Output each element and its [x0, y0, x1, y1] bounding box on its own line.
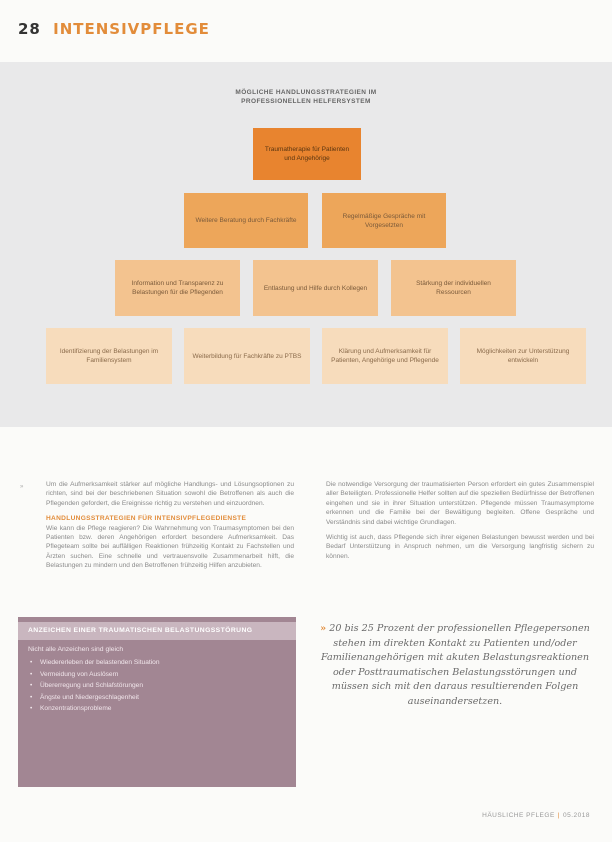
- strategy-box-level3: Entlastung und Hilfe durch Kollegen: [253, 260, 378, 316]
- quote-text: 20 bis 25 Prozent der professionellen Pflegepersonen stehen im direkten Kontakt zu Patienten und/oder Familienangehörigen mit akuten Belastungsreaktionen oder Posttraumatischen Belastungsstörungen und müssen sich mit den daraus resultierenden Folgen auseinandersetzen.: [320, 623, 590, 707]
- issue-number: 05.2018: [563, 812, 590, 819]
- margin-mark: »: [20, 484, 24, 490]
- strategy-box-level4: Weiterbildung für Fachkräfte zu PTBS: [184, 328, 310, 384]
- symptom-box-title: ANZEICHEN EINER TRAUMATISCHEN BELASTUNGSSTÖRUNG: [18, 622, 296, 640]
- strategy-box-level4: Identifizierung der Belastungen im Familiensystem: [46, 328, 172, 384]
- strategy-box-level3: Information und Transparenz zu Belastungen für die Pflegenden: [115, 260, 240, 316]
- paragraph: Wie kann die Pflege reagieren? Die Wahrnehmung von Traumasymptomen bei den Patienten bzw. deren Angehörigen erfordert besondere Aufmerksamkeit. Das Pflegeteam sollte bei auffälligen Reaktionen frühzeitig Kontakt zu Fachstellen und Ärzten suchen. Eine schnelle und vertrauensvolle Zusammenarbeit hilft, die Belastungen zu mindern und den Betroffenen frühzeitig Hilfen anzubieten.: [46, 524, 294, 570]
- page-number: 28: [18, 20, 41, 38]
- strategy-box-level4: Klärung und Aufmerksamkeit für Patienten, Angehörige und Pflegende: [322, 328, 448, 384]
- list-item: • Konzentrationsprobleme: [40, 703, 296, 715]
- list-item: • Wiedererleben der belastenden Situation: [40, 657, 296, 669]
- page-header: [18, 20, 210, 38]
- symptom-box: [18, 617, 296, 787]
- list-item: • Vermeidung von Auslösern: [40, 669, 296, 681]
- pull-quote: [318, 622, 592, 710]
- strategy-box-level2: Regelmäßige Gespräche mit Vorgesetzten: [322, 193, 446, 248]
- strategy-box-level2: Weitere Beratung durch Fachkräfte: [184, 193, 308, 248]
- paragraph: Wichtig ist auch, dass Pflegende sich ihrer eigenen Belastungen bewusst werden und bei Bedarf Unterstützung in Anspruch nehmen, um die Versorgung langfristig sichern zu können.: [326, 534, 594, 560]
- list-item: • Übererregung und Schlafstörungen: [40, 680, 296, 692]
- paragraph: Um die Aufmerksamkeit stärker auf mögliche Handlungs- und Lösungsoptionen zu richten, sind bei der beschriebenen Situation sowohl die Betroffenen als auch die Pflegenden gefordert, die Ereignisse richtig zu verstehen und einzuordnen.: [46, 481, 294, 507]
- subheading: HANDLUNGSSTRATEGIEN FÜR INTENSIVPFLEGEDIENSTE: [46, 515, 247, 523]
- paragraph: Die notwendige Versorgung der traumatisierten Person erfordert ein gutes Zusammenspiel aller Beteiligten. Professionelle Helfer sollten auf die speziellen Bedürfnisse der Betroffenen eingehen und sie in ihrer Situation unterstützen. Pflegende müssen Traumasymptome erkennen und die Familie bei der Bewältigung begleiten. Offene Gespräche und Verständnis sind dabei wichtige Grundlagen.: [326, 481, 594, 526]
- diagram-title: MÖGLICHE HANDLUNGSSTRATEGIEN IM PROFESSIONELLEN HELFERSYSTEM: [235, 89, 377, 105]
- section-title: INTENSIVPFLEGE: [53, 20, 210, 38]
- magazine-name: HÄUSLICHE PFLEGE: [482, 812, 555, 819]
- symptom-box-intro: Nicht alle Anzeichen sind gleich: [28, 646, 124, 653]
- body-column-left: [46, 480, 294, 577]
- strategy-box-level4: Möglichkeiten zur Unterstützung entwickeln: [460, 328, 586, 384]
- page-footer: HÄUSLICHE PFLEGE | 05.2018: [482, 812, 590, 819]
- strategy-box-level3: Stärkung der individuellen Ressourcen: [391, 260, 516, 316]
- list-item: • Ängste und Niedergeschlagenheit: [40, 692, 296, 704]
- strategy-box-level1: Traumatherapie für Patienten und Angehörige: [253, 128, 361, 180]
- body-column-right: [326, 480, 594, 567]
- quote-mark: »: [320, 623, 327, 634]
- symptom-list: [18, 657, 296, 715]
